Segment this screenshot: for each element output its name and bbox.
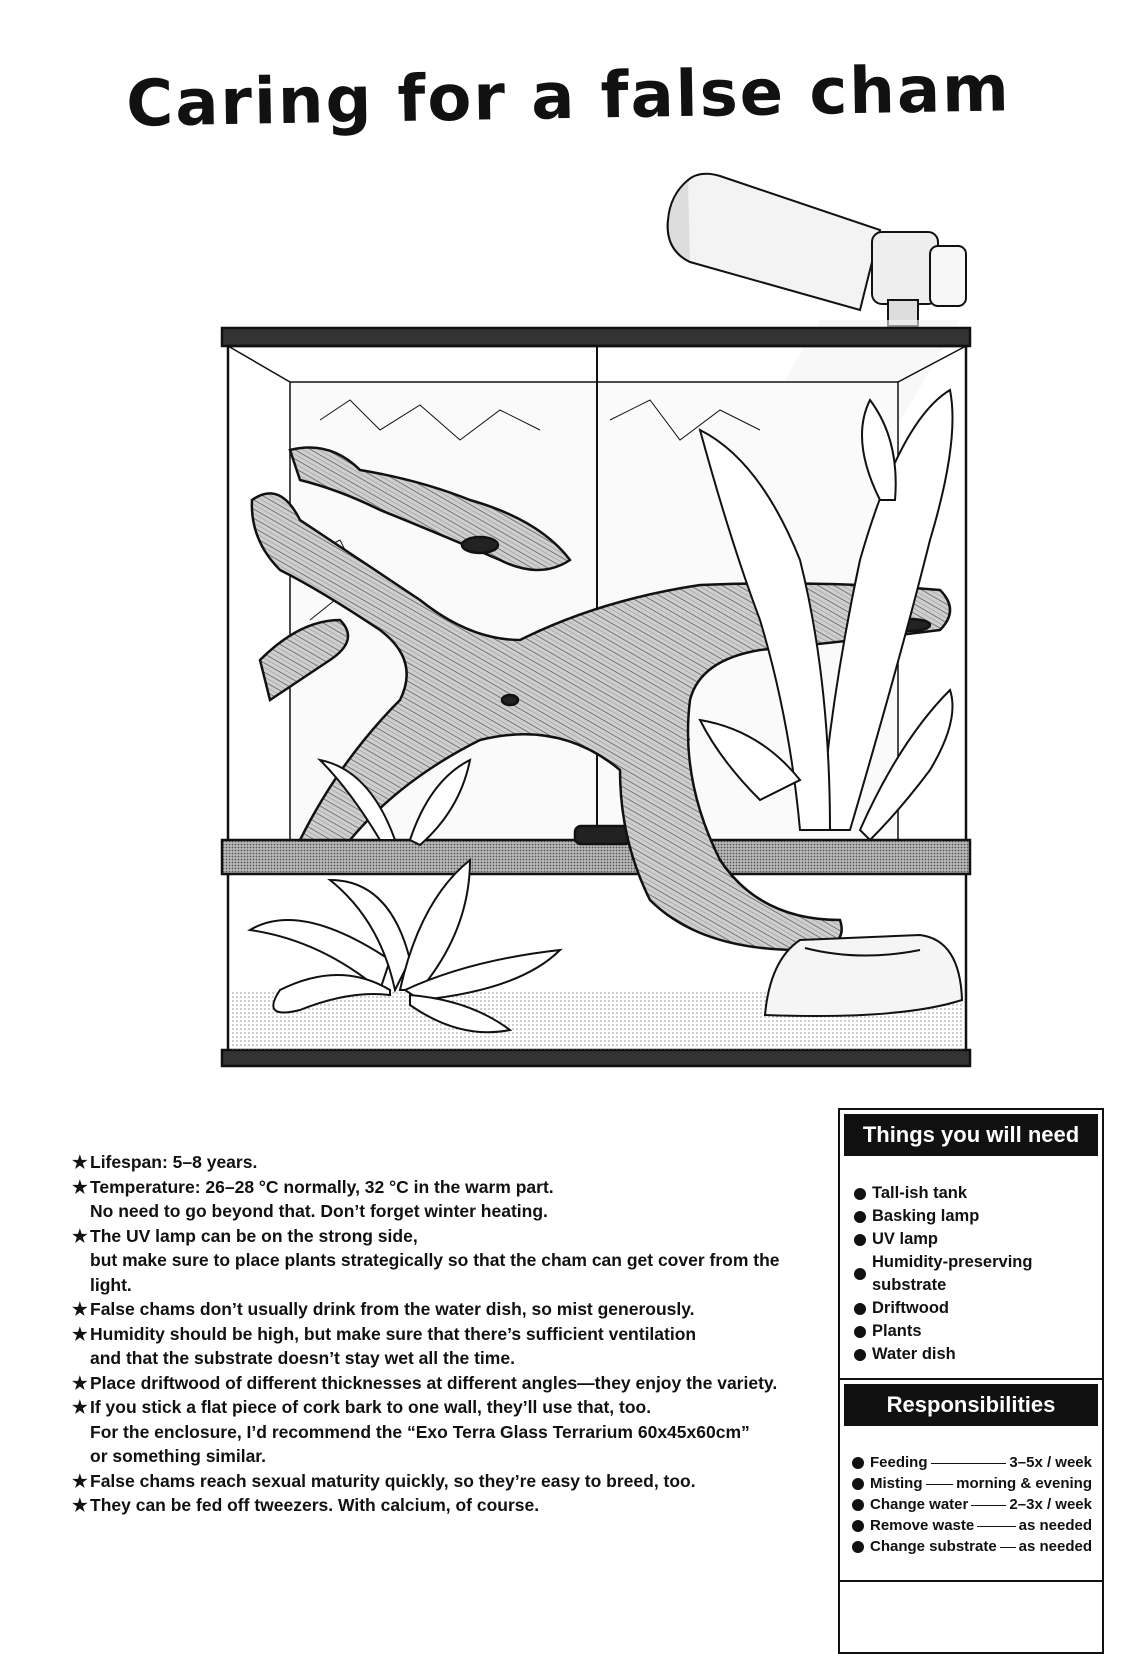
bullet-icon [852,1499,864,1511]
responsibility-row: Misting morning & evening [840,1473,1102,1494]
bullet-icon [852,1457,864,1469]
list-item: Driftwood [854,1297,1102,1320]
note-item: ★ Lifespan: 5–8 years. [72,1152,258,1172]
bullet-icon [854,1211,866,1223]
things-needed-heading: Things you will need [844,1114,1098,1156]
bullet-icon [854,1303,866,1315]
bullet-icon [854,1326,866,1338]
water-dish-icon [765,935,962,1016]
note-item: ★ False chams reach sexual maturity quickly, so they’re easy to breed, too. [72,1470,696,1491]
note-item: ★ If you stick a flat piece of cork bark to one wall, they’ll use that, too. For the enclosure, I’d recommend the “Exo Terra Glass Terrarium 60x45x60cm” or something similar. [72,1397,750,1466]
note-item: ★ Place driftwood of different thicknesses at different angles—they enjoy the variety. [72,1372,778,1393]
bullet-icon [854,1234,866,1246]
things-needed-list [840,1160,1102,1366]
list-item: Water dish [854,1343,1102,1366]
note-item: ★ They can be fed off tweezers. With calcium, of course. [72,1495,540,1515]
bullet-icon [852,1541,864,1553]
responsibility-row: Change substrate as needed [840,1536,1102,1557]
basking-lamp-icon [668,174,966,326]
list-item: Basking lamp [854,1205,1102,1228]
bullet-icon [854,1268,866,1280]
responsibility-row: Feeding 3–5x / week [840,1452,1102,1473]
responsibilities-box [838,1378,1104,1582]
list-item: Plants [854,1320,1102,1343]
care-notes [72,1150,812,1518]
responsibilities-heading: Responsibilities [844,1384,1098,1426]
note-item: ★ Humidity should be high, but make sure that there’s sufficient ventilation and that the substrate doesn’t stay wet all the time. [72,1323,697,1368]
bullet-icon [852,1520,864,1532]
note-item: ★ False chams don’t usually drink from the water dish, so mist generously. [72,1299,695,1319]
bullet-icon [854,1188,866,1200]
page-title: Caring for a false cham [125,52,1012,142]
note-item: ★ Temperature: 26–28 °C normally, 32 °C in the warm part. No need to go beyond that. Don’t forget winter heating. [72,1176,554,1221]
bullet-icon [852,1478,864,1490]
responsibility-row: Change water 2–3x / week [840,1494,1102,1515]
bullet-icon [854,1349,866,1361]
list-item: Humidity-preserving substrate [854,1251,1102,1297]
responsibility-row: Remove waste as needed [840,1515,1102,1536]
list-item: UV lamp [854,1228,1102,1251]
list-item: Tall-ish tank [854,1182,1102,1205]
note-item: ★ The UV lamp can be on the strong side, but make sure to place plants strategically so that the cham can get cover from the light. [72,1225,780,1295]
